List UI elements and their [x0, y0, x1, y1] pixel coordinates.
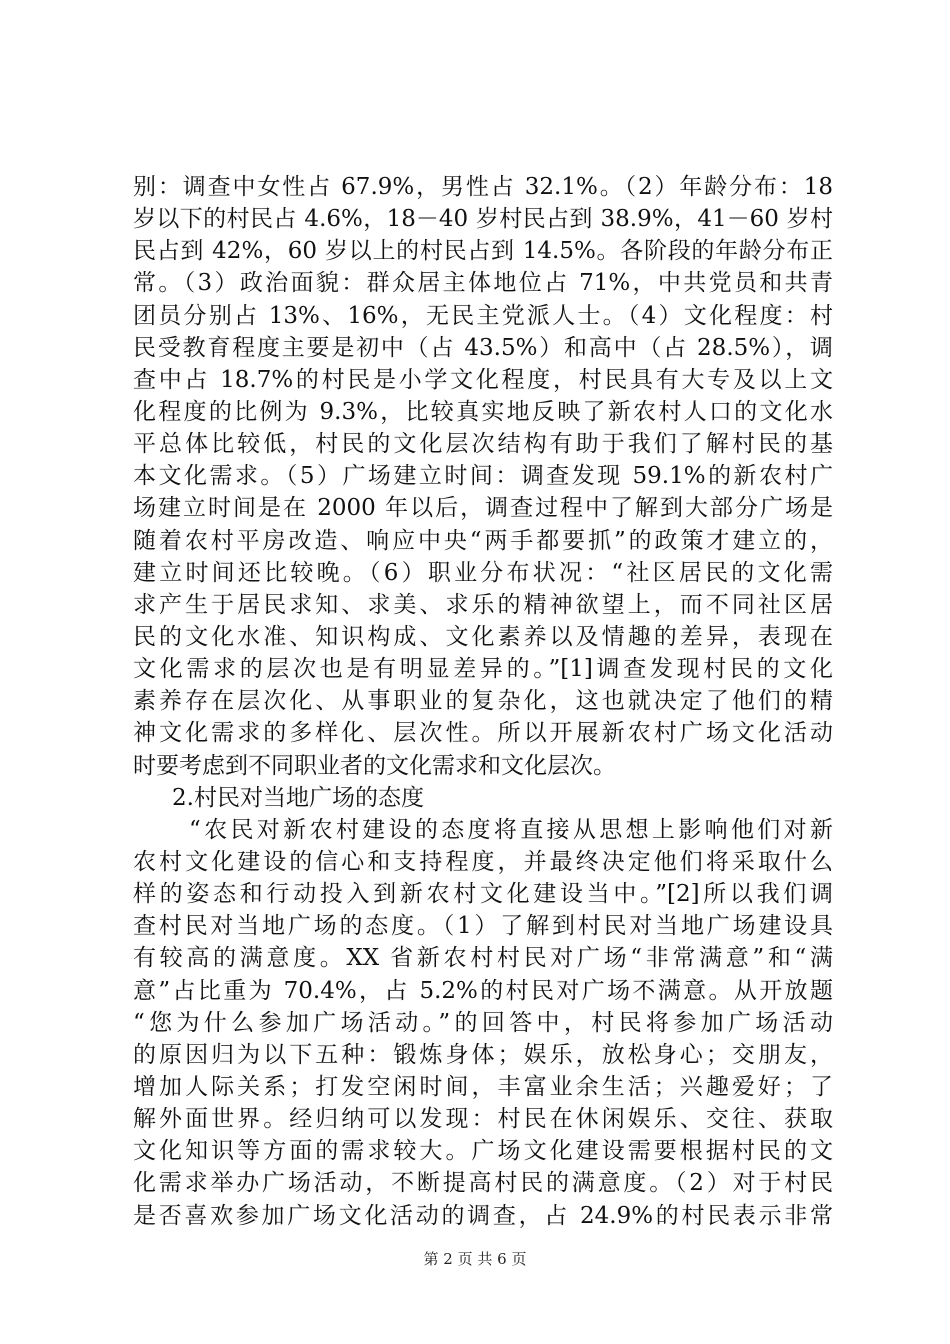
text-line: 随着农村平房改造、响应中央“两手都要抓”的政策才建立的， [133, 527, 833, 554]
text-line: 常。（3）政治面貌：群众居主体地位占 71%，中共党员和共青 [133, 270, 833, 297]
text-line: 神文化需求的多样化、层次性。所以开展新农村广场文化活动 [133, 720, 833, 747]
text-line: 文化需求的层次也是有明显差异的。”[1]调查发现村民的文化 [133, 656, 833, 683]
text-line: “农民对新农村建设的态度将直接从思想上影响他们对新 [189, 816, 833, 843]
text-line: “您为什么参加广场活动。”的回答中，村民将参加广场活动 [133, 1009, 833, 1036]
text-line: 团员分别占 13%、16%，无民主党派人士。（4）文化程度：村 [133, 302, 833, 329]
text-line: 别：调查中女性占 67.9%，男性占 32.1%。（2）年龄分布：18 [133, 174, 833, 200]
text-line: 样的姿态和行动投入到新农村文化建设当中。”[2]所以我们调 [133, 881, 833, 908]
section-heading: 2.村民对当地广场的态度 [172, 784, 424, 811]
text-line: 建立时间还比较晚。（6）职业分布状况：“社区居民的文化需 [133, 559, 833, 586]
text-line: 有较高的满意度。XX 省新农村村民对广场“非常满意”和“满 [133, 945, 833, 972]
text-line: 查村民对当地广场的态度。（1）了解到村民对当地广场建设具 [133, 913, 833, 940]
text-line: 意”占比重为 70.4%，占 5.2%的村民对广场不满意。从开放题 [133, 977, 833, 1004]
text-line: 查中占 18.7%的村民是小学文化程度，村民具有大专及以上文 [133, 366, 833, 393]
text-line: 化需求举办广场活动，不断提高村民的满意度。（2）对于村民 [133, 1170, 833, 1197]
text-line: 素养存在层次化、从事职业的复杂化，这也就决定了他们的精 [133, 688, 833, 715]
text-line: 农村文化建设的信心和支持程度，并最终决定他们将采取什么 [133, 848, 833, 875]
text-line: 化程度的比例为 9.3%，比较真实地反映了新农村人口的文化水 [133, 398, 833, 425]
text-line: 民的文化水准、知识构成、文化素养以及情趣的差异，表现在 [133, 623, 833, 650]
text-line: 求产生于居民求知、求美、求乐的精神欲望上，而不同社区居 [133, 591, 833, 618]
text-line: 增加人际关系；打发空闲时间，丰富业余生活；兴趣爱好；了 [133, 1073, 833, 1100]
page-footer [0, 1249, 950, 1269]
text-line: 本文化需求。（5）广场建立时间：调查发现 59.1%的新农村广 [133, 463, 833, 490]
text-line: 时要考虑到不同职业者的文化需求和文化层次。 [133, 752, 616, 779]
text-line: 场建立时间是在 2000 年以后，调查过程中了解到大部分广场是 [133, 495, 833, 522]
text-line: 岁以下的村民占 4.6%，18－40 岁村民占到 38.9%，41－60 岁村 [133, 206, 833, 233]
text-line: 平总体比较低，村民的文化层次结构有助于我们了解村民的基 [133, 431, 833, 458]
body-text [133, 171, 833, 1232]
text-line: 民受教育程度主要是初中（占 43.5%）和高中（占 28.5%），调 [133, 334, 833, 361]
text-line: 的原因归为以下五种：锻炼身体；娱乐，放松身心；交朋友， [133, 1041, 833, 1068]
text-line: 民占到 42%，60 岁以上的村民占到 14.5%。各阶段的年龄分布正 [133, 238, 833, 265]
text-line: 解外面世界。经归纳可以发现：村民在休闲娱乐、交往、获取 [133, 1106, 833, 1133]
text-line: 是否喜欢参加广场文化活动的调查，占 24.9%的村民表示非常 [133, 1202, 833, 1229]
page-number-label: 第 2 页 共 6 页 [423, 1250, 527, 1268]
text-line: 文化知识等方面的需求较大。广场文化建设需要根据村民的文 [133, 1138, 833, 1165]
